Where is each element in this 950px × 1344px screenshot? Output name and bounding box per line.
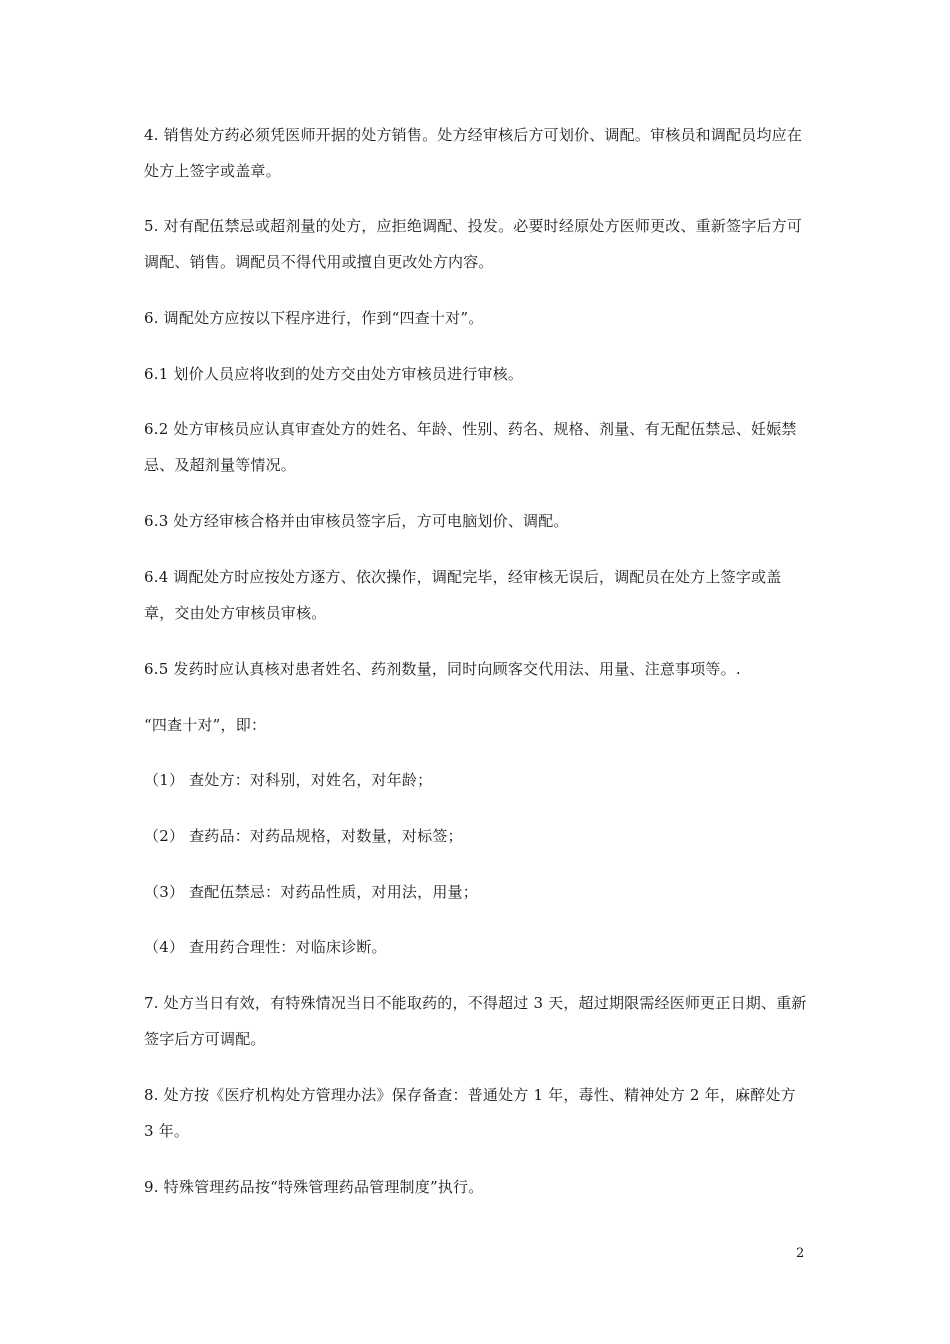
page-number: 2	[796, 1246, 805, 1261]
paragraph-6: 6. 调配处方应按以下程序进行，作到“四查十对”。	[144, 309, 484, 327]
paragraph-9: 9. 特殊管理药品按“特殊管理药品管理制度”执行。	[144, 1178, 484, 1196]
paragraph-4: 4. 销售处方药必须凭医师开据的处方销售。处方经审核后方可划价、调配。审核员和调配员均应在处方上签字或盖章。	[144, 126, 803, 180]
paragraph-6-1: 6.1 划价人员应将收到的处方交由处方审核员进行审核。	[144, 365, 524, 383]
paragraph-6-5: 6.5 发药时应认真核对患者姓名、药剂数量，同时向顾客交代用法、用量、注意事项等。.	[144, 660, 741, 678]
paragraph-6-4: 6.4 调配处方时应按处方逐方、依次操作，调配完毕，经审核无误后，调配员在处方上签字或盖章，交由处方审核员审核。	[144, 568, 782, 622]
paragraph-5: 5. 对有配伍禁忌或超剂量的处方，应拒绝调配、投发。必要时经原处方医师更改、重新签字后方可调配、销售。调配员不得代用或擅自更改处方内容。	[144, 217, 803, 271]
check-item-3: （3） 查配伍禁忌：对药品性质，对用法，用量；	[144, 883, 478, 901]
check-item-4: （4） 查用药合理性：对临床诊断。	[144, 938, 387, 956]
paragraph-8: 8. 处方按《医疗机构处方管理办法》保存备查：普通处方 1 年，毒性、精神处方 2 年，麻醉处方 3 年。	[144, 1086, 796, 1140]
four-checks-intro: “四查十对”，即：	[144, 716, 267, 734]
check-item-2: （2） 查药品：对药品规格，对数量，对标签；	[144, 827, 463, 845]
paragraph-6-3: 6.3 处方经审核合格并由审核员签字后，方可电脑划价、调配。	[144, 512, 569, 530]
paragraph-6-2: 6.2 处方审核员应认真审查处方的姓名、年龄、性别、药名、规格、剂量、有无配伍禁忌、妊娠禁忌、及超剂量等情况。	[144, 420, 797, 474]
check-item-1: （1） 查处方：对科别，对姓名，对年龄；	[144, 771, 433, 789]
paragraph-7: 7. 处方当日有效，有特殊情况当日不能取药的，不得超过 3 天，超过期限需经医师更正日期、重新签字后方可调配。	[144, 994, 807, 1048]
